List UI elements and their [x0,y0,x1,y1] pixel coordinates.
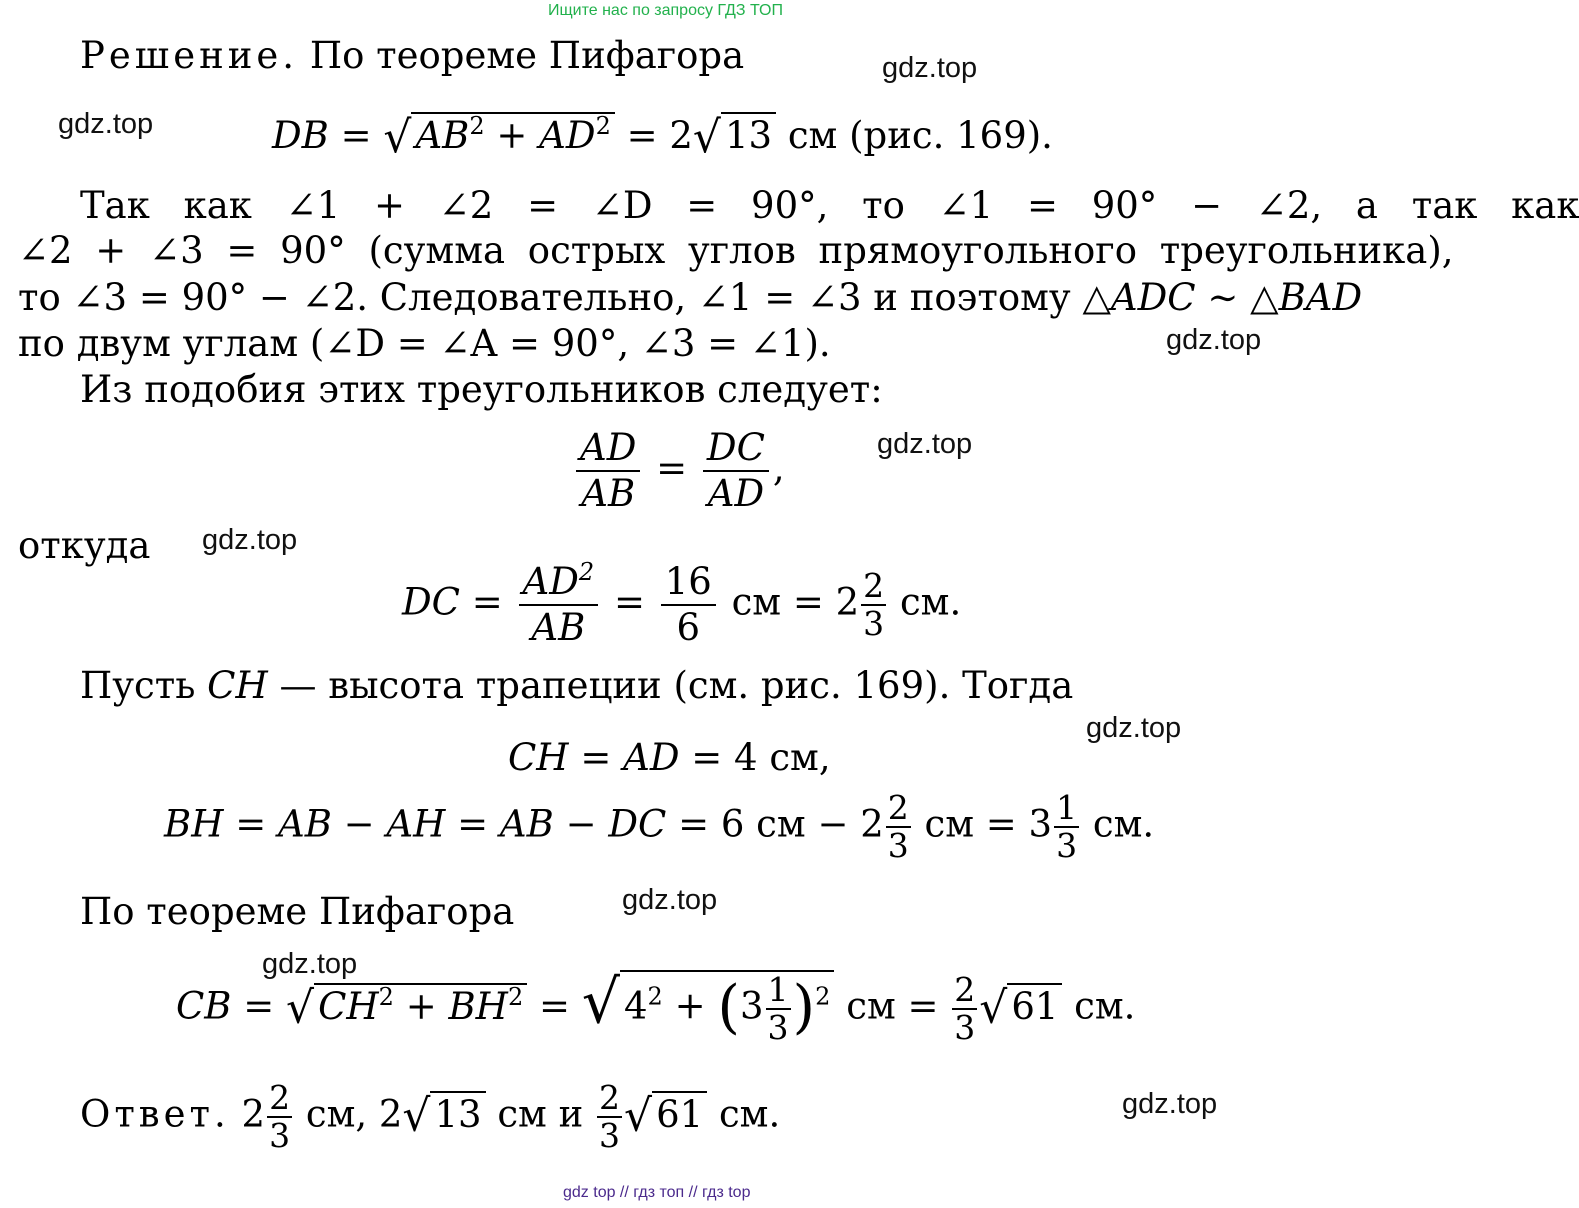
solution-label: Решение. [80,34,299,77]
equation-ch: CH = AD = 4 см, [508,736,831,779]
watermark: gdz.top [622,884,718,916]
watermark: gdz.top [877,428,973,460]
para1-line4: по двум углам (∠D = ∠A = 90°, ∠3 = ∠1). [18,322,831,365]
db-rad-ad: AD [539,114,596,157]
bottom-banner: gdz top // гдз топ // гдз top [563,1184,751,1201]
height-intro: Пусть CH — высота трапеции (см. рис. 169). Тогда [80,664,1074,707]
watermark: gdz.top [58,108,154,140]
para1-line2: ∠2 + ∠3 = 90° (сумма острых углов прямоугольного треугольника), [18,229,1454,272]
answer-line: Ответ. 2 $\frac{2}{3}$ см, 2√ 13 см и $\frac{2}{3}$ √ 61 см. [80,1078,781,1155]
ratio-equation: $\frac{AD}{AB}$ = $\frac{DC}{AD}$ , [572,426,785,516]
watermark: gdz.top [202,524,298,556]
watermark: gdz.top [262,948,358,980]
watermark: gdz.top [1166,324,1262,356]
whence: откуда [18,524,151,567]
para1-line3: то ∠3 = 90° − ∠2. Следовательно, ∠1 = ∠3 и поэтому △ADC ∼ △BAD [18,276,1363,319]
watermark: gdz.top [1086,712,1182,744]
top-banner: Ищите нас по запросу ГДЗ ТОП [548,2,783,19]
solution-heading [80,34,744,78]
db-radval: 13 [721,112,776,158]
equation-dc: DC = $\frac{AD^2}{AB}$ = $\frac{16}{6}$ см = 2 $\frac{2}{3}$ см. [402,558,962,649]
watermark: gdz.top [882,52,978,84]
watermark: gdz.top [1122,1088,1218,1120]
pythagoras-intro: По теореме Пифагора [309,34,745,77]
equation-bh: BH = AB − AH = AB − DC = 6 см − 2 $\frac{2}{3}$ см = 3 $\frac{1}{3}$ см. [164,788,1155,865]
para1-line1: Так как ∠1 + ∠2 = ∠D = 90°, то ∠1 = 90° − ∠2, а так как [80,184,1579,227]
db-tail: см (рис. 169). [787,114,1053,157]
equation-db: DB = √ $AB^2 + AD^2 = 2√$ 13 см (рис. 169). [272,112,1053,163]
similarity-intro: Из подобия этих треугольников следует: [80,368,883,411]
db-lhs: DB [272,114,329,157]
db-rad-ab: AB [415,114,470,157]
equation-cb: CB = √ $CH^2 + BH^2$ = √ $4^2 + (3$ $\frac{1}{3}$ )$^2$ см = $\frac{2}{3}$ √ 61 см. [176,967,1136,1047]
pythagoras-intro-2: По теореме Пифагора [80,890,515,933]
db-coef: 2 [669,114,693,157]
